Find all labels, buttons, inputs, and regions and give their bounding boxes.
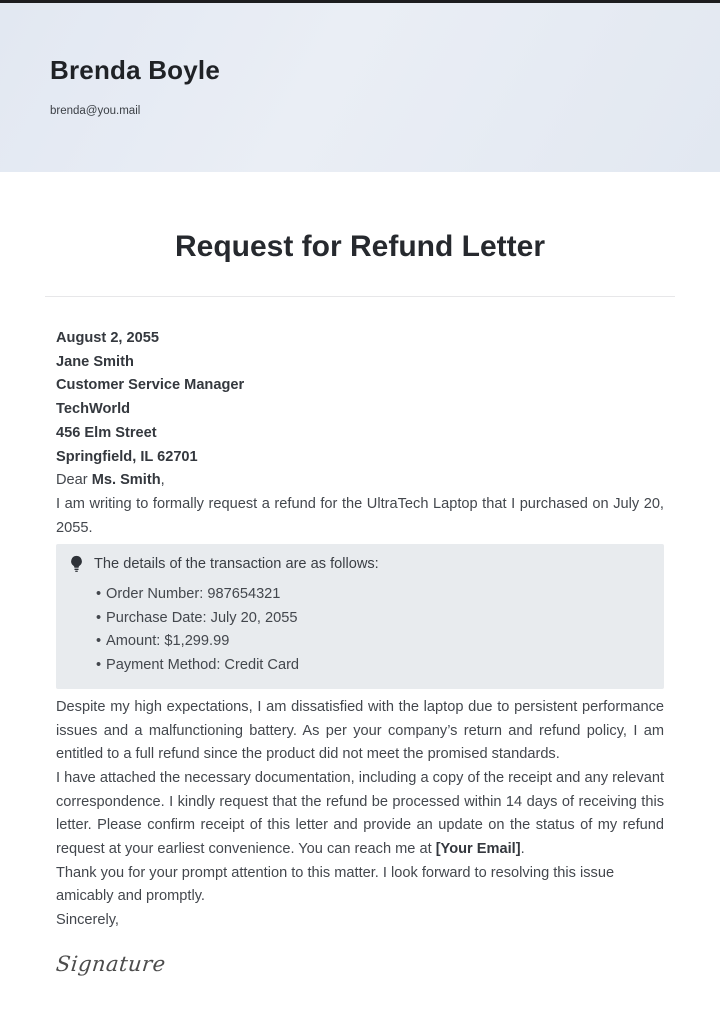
letter-body [56,327,664,977]
recipient-company: TechWorld [56,401,131,418]
list-item: • Order Number: 987654321 [106,583,644,607]
signature-text: Signature [54,951,167,976]
callout-heading: The details of the transaction are as follows: [94,556,379,573]
your-email-placeholder: [Your Email] [435,841,521,858]
list-item: • Purchase Date: July 20, 2055 [106,607,644,631]
closing: Sincerely, [56,912,119,929]
letter-content [0,230,720,977]
letter-title: Request for Refund Letter [174,230,546,263]
intro-paragraph: I am writing to formally request a refund for the UltraTech Laptop that I purchased on July 20, 2055. [56,495,664,536]
recipient-city: Springfield, IL 62701 [56,448,198,465]
list-item: • Payment Method: Credit Card [106,654,644,678]
transaction-list [70,583,644,678]
salutation-prefix: Dear [56,472,92,489]
letterhead [0,3,720,172]
recipient-role: Customer Service Manager [56,377,245,394]
salutation [56,469,664,493]
paragraph-documentation [56,767,664,862]
lightbulb-icon [70,555,83,573]
letter-date: August 2, 2055 [56,330,160,346]
transaction-callout [56,544,664,689]
list-item: • Amount: $1,299.99 [106,630,644,654]
paragraph-text: I have attached the necessary documentation, including a copy of the receipt and any relevant correspondence. I kindly request that the refund be processed within 14 days of receiving this letter. Please confirm receipt of this letter and provide an update on the status of my refund request at your earliest convenience. You can reach me at [56,769,664,858]
paragraph-dissatisfaction: Despite my high expectations, I am dissatisfied with the laptop due to persistent performance issues and a malfunctioning battery. As per your company’s return and refund policy, I am entitled to a full refund since the product did not meet the promised standards. [56,698,664,763]
paragraph-text: . [520,841,525,858]
salutation-name: Ms. Smith [91,472,161,489]
salutation-suffix: , [160,472,165,489]
sender-name: Brenda Boyle [50,55,221,85]
recipient-street: 456 Elm Street [56,424,157,441]
recipient-name: Jane Smith [56,353,134,370]
title-divider [45,296,675,297]
sender-email: brenda@you.mail [50,105,141,117]
callout-heading-row [70,553,644,577]
paragraph-thanks: Thank you for your prompt attention to this matter. I look forward to resolving this issue amicably and promptly. [56,864,615,905]
